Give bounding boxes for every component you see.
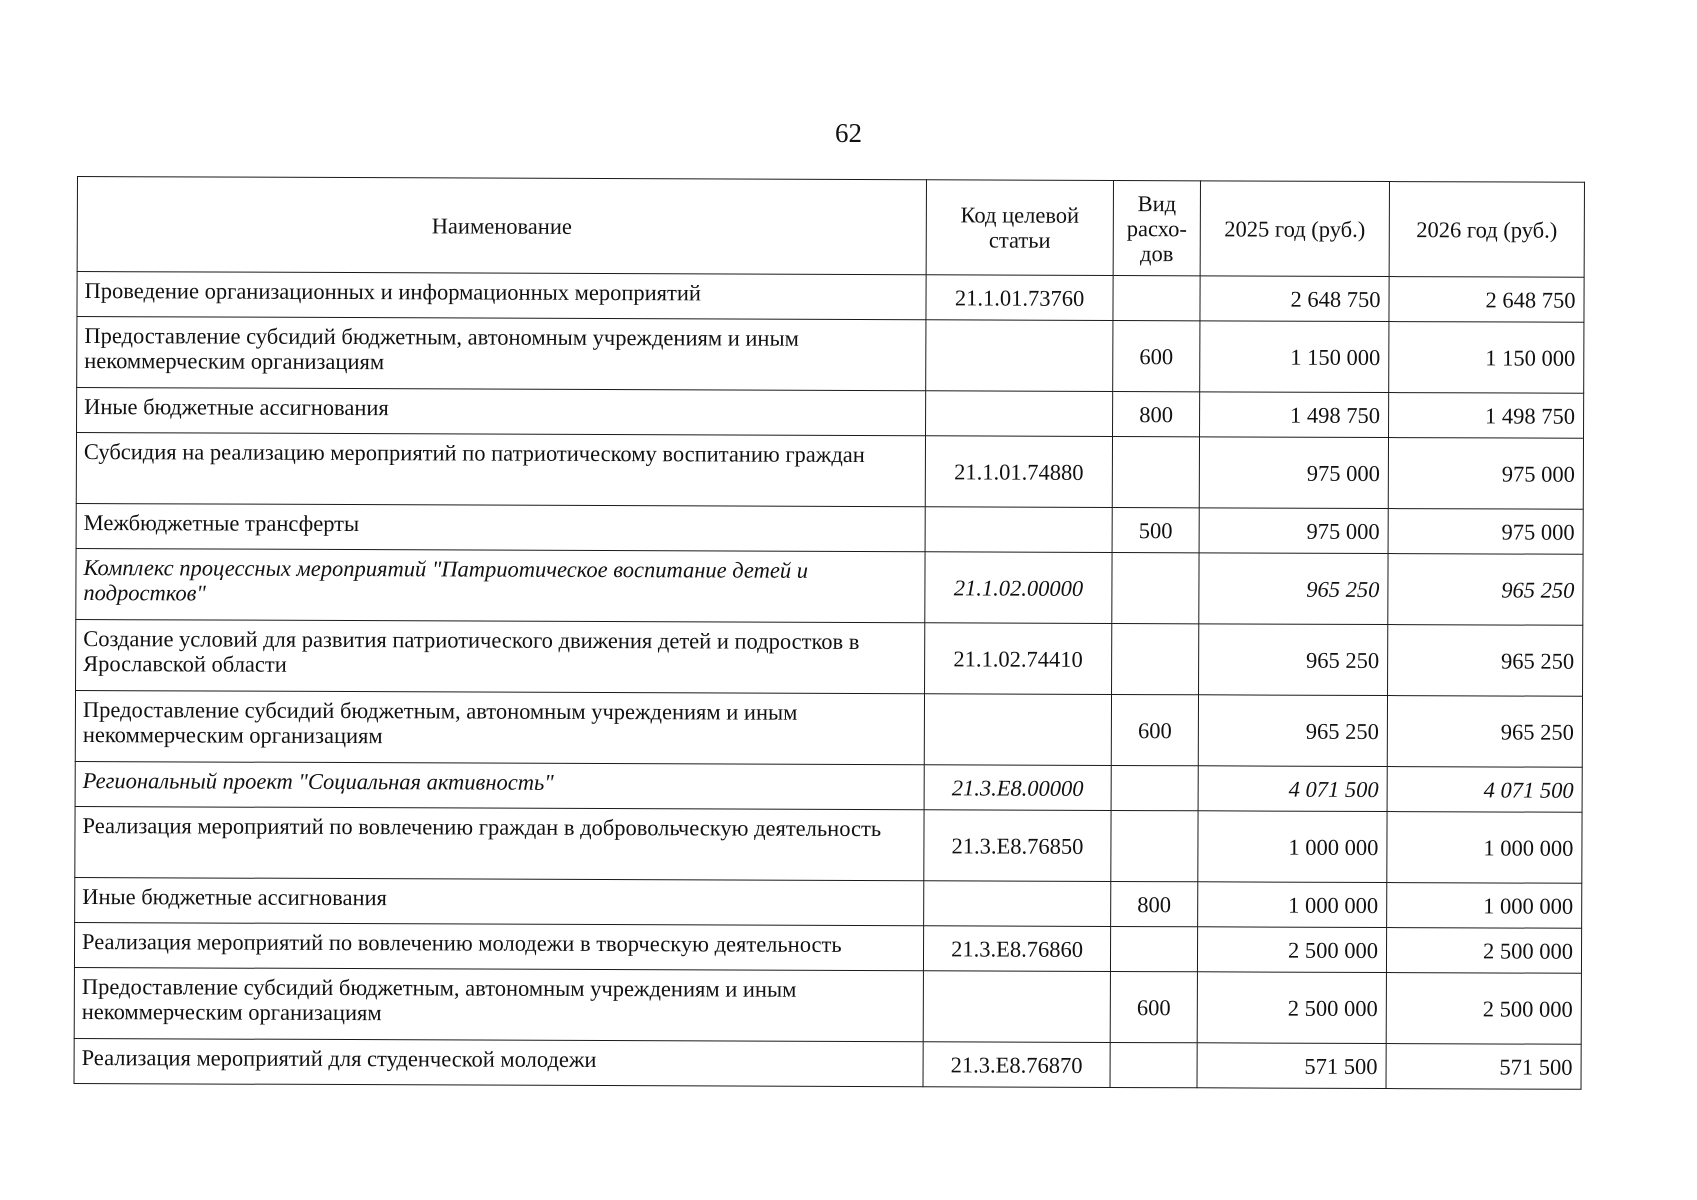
- row-code: [925, 507, 1112, 553]
- row-type: [1113, 275, 1200, 320]
- row-type: 800: [1111, 881, 1198, 926]
- header-code: [926, 180, 1113, 276]
- row-2025: 1 000 000: [1198, 882, 1387, 928]
- row-name: Создание условий для развития патриотического движения детей и подростков в Ярославской области: [76, 619, 925, 693]
- row-name: Проведение организационных и информационных мероприятий: [77, 272, 926, 320]
- row-type: 800: [1113, 391, 1200, 436]
- row-2025: 965 250: [1198, 695, 1387, 767]
- row-2026: 1 498 750: [1389, 393, 1584, 439]
- table-row: [75, 877, 1582, 928]
- row-2026: 965 250: [1387, 696, 1582, 768]
- row-2026: 2 500 000: [1386, 928, 1581, 974]
- row-name: Иные бюджетные ассигнования: [77, 388, 926, 436]
- row-2025: 965 250: [1199, 553, 1388, 625]
- row-code: 21.3.E8.76850: [924, 810, 1111, 882]
- row-2026: 4 071 500: [1387, 767, 1582, 813]
- table-row: [74, 922, 1581, 973]
- row-type: [1110, 1042, 1197, 1087]
- row-2025: 4 071 500: [1198, 766, 1387, 812]
- row-code: [924, 694, 1111, 766]
- row-type: 600: [1113, 320, 1200, 391]
- row-code: 21.3.E8.76870: [923, 1042, 1110, 1088]
- header-2026-label: 2026 год (руб.): [1416, 216, 1558, 243]
- row-name: Реализация мероприятий для студенческой молодежи: [74, 1038, 923, 1086]
- row-2026: 2 500 000: [1386, 973, 1581, 1045]
- row-name: Региональный проект "Социальная активность": [75, 761, 924, 809]
- row-code: 21.1.01.73760: [926, 275, 1113, 321]
- row-code: [924, 881, 1111, 927]
- row-code: 21.3.E8.00000: [924, 765, 1111, 811]
- table-row: [77, 388, 1584, 439]
- header-type: [1113, 180, 1200, 275]
- row-type: 600: [1110, 971, 1197, 1042]
- row-2025: 1 150 000: [1200, 321, 1389, 393]
- row-2025: 571 500: [1197, 1043, 1386, 1089]
- row-type: [1112, 623, 1199, 694]
- row-code: [926, 391, 1113, 437]
- row-name: Субсидия на реализацию мероприятий по патриотическому воспитанию граждан: [76, 433, 925, 507]
- row-name: Иные бюджетные ассигнования: [75, 877, 924, 925]
- table-row: [76, 548, 1583, 625]
- row-2025: 2 648 750: [1200, 276, 1389, 322]
- row-code: 21.1.02.00000: [925, 552, 1112, 624]
- row-2025: 2 500 000: [1197, 927, 1386, 973]
- row-name: Комплекс процессных мероприятий "Патриотическое воспитание детей и подростков": [76, 548, 925, 622]
- row-name: Межбюджетные трансферты: [76, 503, 925, 551]
- row-name: Предоставление субсидий бюджетным, автономным учреждениям и иным некоммерческим организациям: [75, 690, 924, 764]
- header-2025-label: 2025 год (руб.): [1224, 215, 1366, 242]
- row-name: Реализация мероприятий по вовлечению граждан в добровольческую деятельность: [75, 806, 924, 880]
- row-code: [926, 320, 1113, 392]
- table-row: [76, 503, 1583, 554]
- table-row: [75, 806, 1582, 883]
- header-2026: [1389, 182, 1584, 278]
- header-2025: [1200, 181, 1389, 277]
- row-type: 500: [1112, 507, 1199, 552]
- table-row: [76, 433, 1583, 510]
- row-type: [1111, 765, 1198, 810]
- page-number: 62: [835, 118, 862, 148]
- row-type: [1111, 810, 1198, 881]
- row-code: 21.1.01.74880: [925, 436, 1112, 508]
- table-row: [75, 761, 1582, 812]
- row-2026: 965 250: [1388, 625, 1583, 697]
- row-2026: 975 000: [1388, 509, 1583, 555]
- row-name: Предоставление субсидий бюджетным, автономным учреждениям и иным некоммерческим организациям: [77, 317, 926, 391]
- table-row: [74, 967, 1581, 1044]
- row-code: [923, 971, 1110, 1043]
- row-type: [1112, 552, 1199, 623]
- row-2026: 965 250: [1388, 554, 1583, 626]
- row-type: 600: [1111, 694, 1198, 765]
- row-code: 21.3.E8.76860: [923, 926, 1110, 972]
- row-code: 21.1.02.74410: [925, 623, 1112, 695]
- header-name: Наименование: [77, 177, 926, 275]
- table-row: [74, 1038, 1581, 1089]
- header-code-label: Код целевой статьи: [960, 202, 1080, 253]
- table-row: [76, 619, 1583, 696]
- row-2026: 975 000: [1388, 438, 1583, 510]
- table-header-row: [77, 177, 1584, 278]
- row-2025: 975 000: [1199, 508, 1388, 554]
- row-2026: 571 500: [1386, 1044, 1581, 1090]
- row-2025: 1 498 750: [1200, 392, 1389, 438]
- budget-table: [74, 176, 1585, 1090]
- row-type: [1112, 436, 1199, 507]
- row-2026: 2 648 750: [1389, 277, 1584, 323]
- table-row: [77, 272, 1584, 323]
- row-2025: 965 250: [1199, 624, 1388, 696]
- table-row: [75, 690, 1582, 767]
- row-2026: 1 000 000: [1387, 883, 1582, 929]
- row-2026: 1 000 000: [1387, 812, 1582, 884]
- row-name: Предоставление субсидий бюджетным, автономным учреждениям и иным некоммерческим организациям: [74, 967, 923, 1041]
- row-name: Реализация мероприятий по вовлечению молодежи в творческую деятельность: [74, 922, 923, 970]
- row-type: [1110, 926, 1197, 971]
- row-2025: 1 000 000: [1198, 811, 1387, 883]
- header-type-label: Вид расхо-дов: [1126, 190, 1187, 266]
- row-2026: 1 150 000: [1389, 322, 1584, 394]
- row-2025: 975 000: [1199, 437, 1388, 509]
- table-row: [77, 317, 1584, 394]
- row-2025: 2 500 000: [1197, 972, 1386, 1044]
